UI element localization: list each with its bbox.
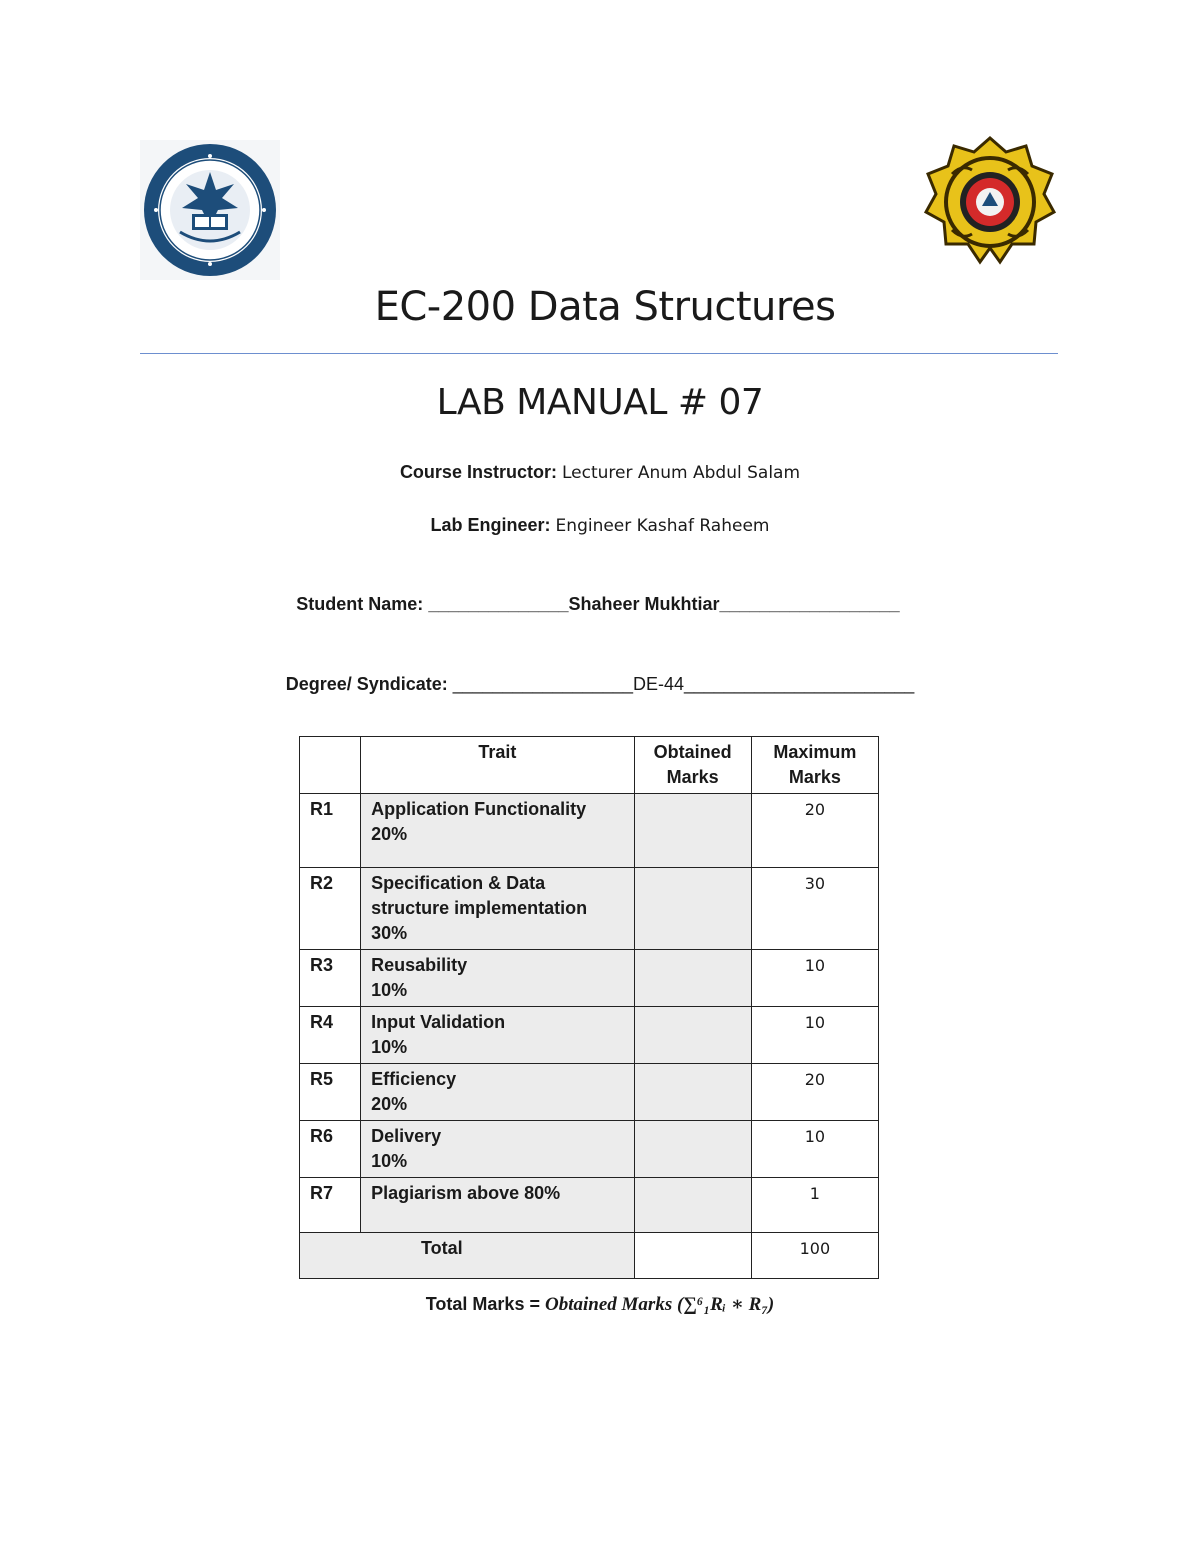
trait-weight: 10% [371,980,408,1000]
engineer-line [0,515,1200,536]
obtained-marks-cell[interactable] [634,950,751,1007]
engineer-label: Lab Engineer: [430,515,551,535]
formula-label: Total Marks = [425,1294,540,1314]
student-name-line [0,594,1198,615]
engineer-value: Engineer Kashaf Raheem [555,516,770,536]
row-id: R3 [300,950,361,1007]
trait-name: Application Functionality [371,799,587,819]
row-trait [361,1178,634,1233]
trait-weight: 30% [371,923,408,943]
trait-name: Delivery [371,1126,442,1146]
obtained-marks-cell[interactable] [634,1121,751,1178]
table-row [300,1064,879,1121]
title-divider [140,353,1058,354]
total-max: 100 [751,1233,878,1279]
obtained-marks-cell[interactable] [634,1064,751,1121]
instructor-line [0,462,1200,483]
course-title: EC-200 Data Structures [374,284,836,330]
obtained-marks-cell[interactable] [634,794,751,868]
degree-value: __________________DE-44_______________________ [452,674,915,694]
row-trait [361,1121,634,1178]
trait-weight: 10% [371,1151,408,1171]
total-label: Total [300,1233,635,1279]
formula-expression: Obtained Marks (∑⁶₁Rᵢ ∗ R₇) [545,1294,775,1315]
table-row [300,1121,879,1178]
row-id: R7 [300,1178,361,1233]
table-row [300,950,879,1007]
total-obtained-cell[interactable] [634,1233,751,1279]
max-marks: 10 [751,950,878,1007]
lab-manual-title: LAB MANUAL # 07 [436,382,764,423]
max-marks: 10 [751,1007,878,1064]
max-marks: 20 [751,794,878,868]
trait-name: Efficiency [371,1069,457,1089]
student-name-value: ______________Shaheer Mukhtiar__________________ [428,594,900,614]
trait-weight: 20% [371,824,408,844]
trait-name: Input Validation [371,1012,506,1032]
table-row [300,1007,879,1064]
row-trait [361,1007,634,1064]
degree-label: Degree/ Syndicate: [285,674,448,694]
trait-name: Plagiarism above 80% [371,1183,561,1203]
table-header-row [300,737,879,794]
max-marks: 1 [751,1178,878,1233]
table-row [300,794,879,868]
row-id: R1 [300,794,361,868]
header-obtained: Obtained Marks [634,737,751,794]
college-emblem [922,134,1058,270]
max-marks: 10 [751,1121,878,1178]
obtained-marks-cell[interactable] [634,1007,751,1064]
row-id: R4 [300,1007,361,1064]
instructor-value: Lecturer Anum Abdul Salam [561,463,801,483]
trait-name: Reusability [371,955,468,975]
header-maximum: Maximum Marks [751,737,878,794]
trait-weight: 20% [371,1094,408,1114]
max-marks: 30 [751,868,878,950]
total-row [300,1233,879,1279]
obtained-marks-cell[interactable] [634,1178,751,1233]
row-id: R5 [300,1064,361,1121]
total-marks-formula [0,1293,1200,1316]
header-id-cell [300,737,361,794]
instructor-label: Course Instructor: [399,462,557,482]
row-id: R6 [300,1121,361,1178]
trait-weight: 10% [371,1037,408,1057]
table-row [300,868,879,950]
row-trait [361,1064,634,1121]
obtained-marks-cell[interactable] [634,868,751,950]
trait-name: Specification & Data structure implementation [371,873,588,918]
nust-logo [140,140,280,280]
row-id: R2 [300,868,361,950]
max-marks: 20 [751,1064,878,1121]
row-trait [361,950,634,1007]
row-trait [361,868,634,950]
degree-line [0,674,1200,695]
table-row [300,1178,879,1233]
row-trait [361,794,634,868]
header-trait: Trait [361,737,634,794]
rubric-table [299,736,879,1279]
student-name-label: Student Name: [296,594,424,614]
